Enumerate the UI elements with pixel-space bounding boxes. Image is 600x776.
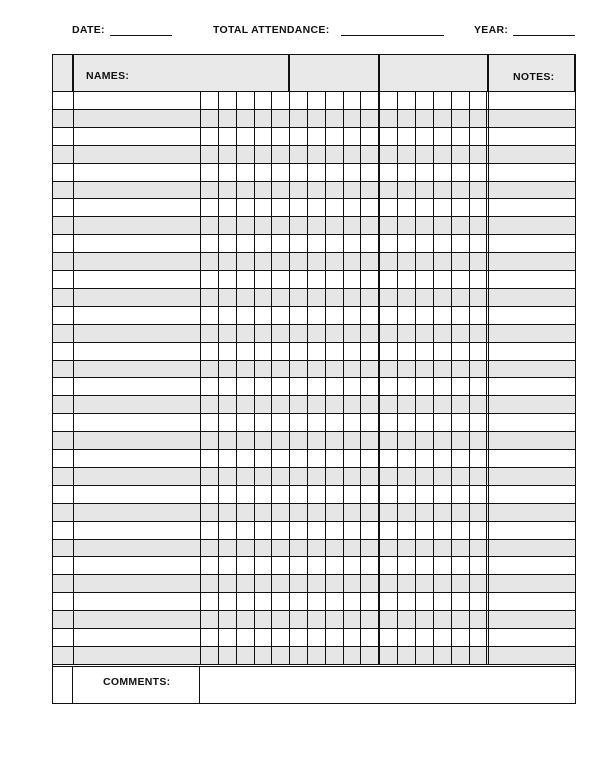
row-divider: [53, 288, 575, 289]
checkbox-divider: [469, 91, 470, 664]
table-row-shaded: [53, 574, 575, 592]
column-divider: [73, 55, 74, 664]
row-divider: [53, 664, 575, 665]
date-label: DATE:: [72, 24, 105, 36]
row-divider: [53, 216, 575, 217]
year-label: YEAR:: [474, 24, 509, 36]
row-divider: [53, 91, 575, 92]
date-field[interactable]: [110, 35, 172, 36]
row-divider: [53, 395, 575, 396]
table-row-shaded: [53, 216, 575, 234]
checkbox-divider: [451, 91, 452, 664]
row-divider: [53, 467, 575, 468]
header-group-1-cell: [289, 55, 379, 91]
table-row-shaded: [53, 360, 575, 378]
table-row-shaded: [53, 503, 575, 521]
checkbox-divider: [325, 91, 326, 664]
row-divider: [53, 592, 575, 593]
table-row-shaded: [53, 539, 575, 557]
header-group-2-cell: [379, 55, 488, 91]
column-divider: [289, 55, 290, 664]
table-row-shaded: [53, 646, 575, 664]
checkbox-divider: [271, 91, 272, 664]
table-row-shaded: [53, 145, 575, 163]
table-row-shaded: [53, 395, 575, 413]
row-divider: [53, 610, 575, 611]
names-column-header: NAMES:: [86, 70, 130, 82]
row-divider: [53, 646, 575, 647]
row-divider: [53, 270, 575, 271]
row-divider: [53, 324, 575, 325]
checkbox-divider: [486, 91, 487, 664]
checkbox-divider: [360, 91, 361, 664]
row-divider: [53, 431, 575, 432]
row-divider: [53, 628, 575, 629]
row-divider: [53, 377, 575, 378]
comments-left-divider: [72, 667, 73, 703]
row-divider: [53, 574, 575, 575]
table-row-shaded: [53, 610, 575, 628]
row-divider: [53, 539, 575, 540]
column-divider: [200, 91, 201, 664]
checkbox-divider: [254, 91, 255, 664]
attendance-sheet: [52, 54, 576, 704]
checkbox-divider: [307, 91, 308, 664]
header-index-cell: [53, 55, 73, 91]
checkbox-divider: [397, 91, 398, 664]
total-attendance-field[interactable]: [341, 35, 444, 36]
checkbox-divider: [343, 91, 344, 664]
row-divider: [53, 252, 575, 253]
table-row-shaded: [53, 252, 575, 270]
row-divider: [53, 413, 575, 414]
comments-field[interactable]: [201, 667, 575, 703]
column-divider: [379, 55, 380, 664]
row-divider: [53, 198, 575, 199]
row-divider: [53, 342, 575, 343]
notes-column-header: NOTES:: [513, 71, 555, 83]
table-row-shaded: [53, 324, 575, 342]
row-divider: [53, 306, 575, 307]
comments-section: [53, 666, 575, 703]
row-divider: [53, 145, 575, 146]
checkbox-divider: [415, 91, 416, 664]
row-divider: [53, 163, 575, 164]
row-divider: [53, 181, 575, 182]
row-divider: [53, 109, 575, 110]
table-row-shaded: [53, 109, 575, 127]
table-row-shaded: [53, 431, 575, 449]
table-row-shaded: [53, 288, 575, 306]
row-divider: [53, 503, 575, 504]
row-divider: [53, 485, 575, 486]
column-divider: [488, 55, 489, 664]
checkbox-divider: [378, 91, 379, 664]
row-divider: [53, 127, 575, 128]
year-field[interactable]: [513, 35, 575, 36]
table-row-shaded: [53, 181, 575, 199]
row-divider: [53, 360, 575, 361]
row-divider: [53, 449, 575, 450]
row-divider: [53, 521, 575, 522]
row-divider: [53, 234, 575, 235]
checkbox-divider: [236, 91, 237, 664]
checkbox-divider: [218, 91, 219, 664]
table-row-shaded: [53, 467, 575, 485]
row-divider: [53, 556, 575, 557]
comments-divider: [199, 667, 200, 703]
checkbox-divider: [433, 91, 434, 664]
total-attendance-label: TOTAL ATTENDANCE:: [213, 24, 330, 36]
comments-label: COMMENTS:: [103, 676, 171, 688]
